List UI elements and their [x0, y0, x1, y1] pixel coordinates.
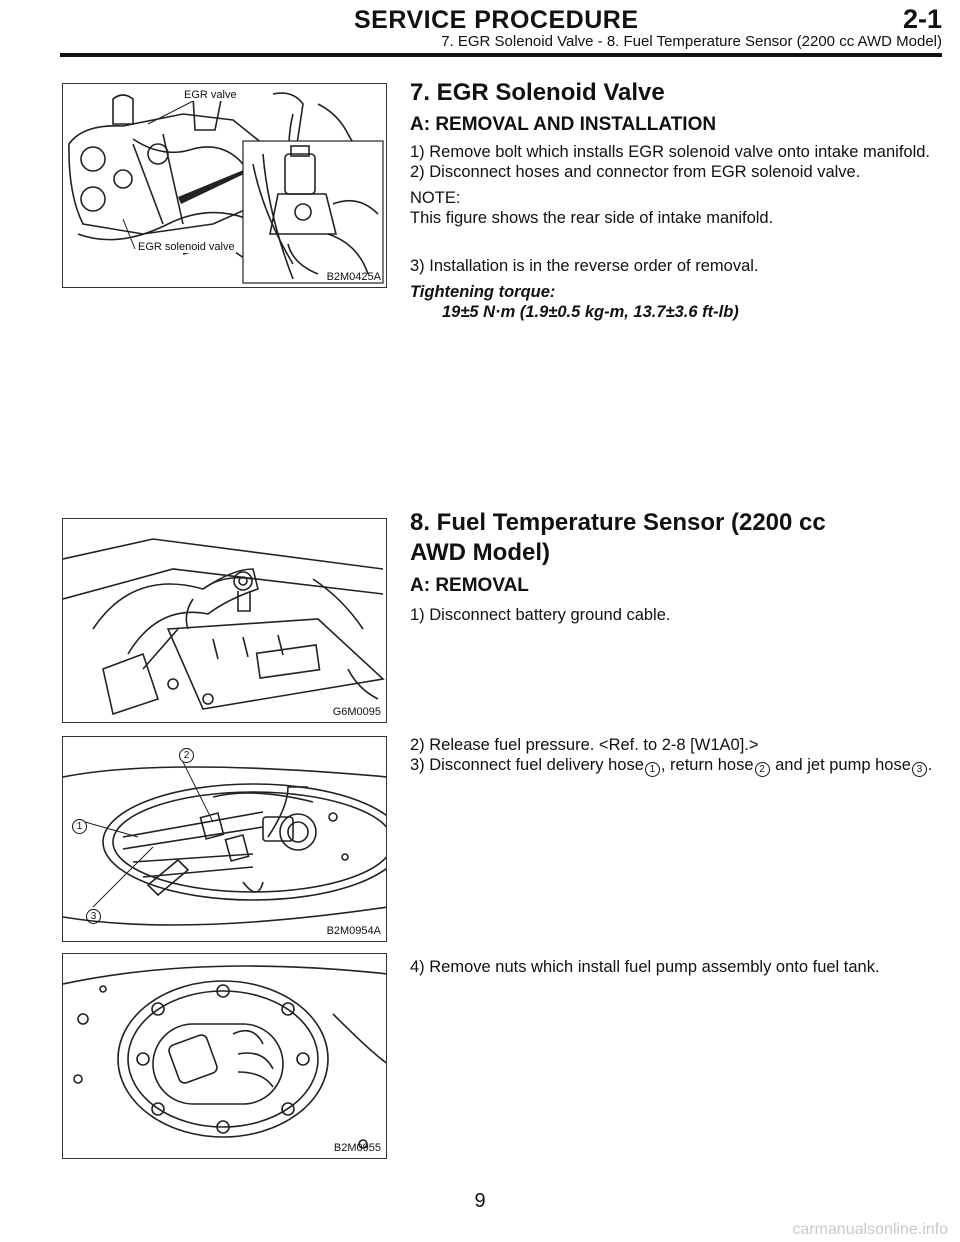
s7-step-3: 3) Installation is in the reverse order of removal. [410, 257, 759, 275]
figure-id: B2M0954A [326, 925, 381, 937]
callout-2: 2 [178, 744, 195, 763]
chapter-number: 2-1 [902, 4, 942, 34]
callout-1: 1 [71, 815, 88, 834]
section-8-subtitle: A: REMOVAL [410, 575, 529, 596]
figure-fuel-pump-nuts [62, 953, 387, 1159]
label-egr-valve: EGR valve [184, 89, 237, 101]
callout-3: 3 [85, 905, 102, 924]
ref-3: 3 [912, 762, 927, 777]
s8-step-1: 1) Disconnect battery ground cable. [410, 606, 671, 624]
s7-step-2: 2) Disconnect hoses and connector from EGR solenoid valve. [410, 163, 861, 181]
egr-illustration [63, 84, 387, 288]
s8-step-2: 2) Release fuel pressure. <Ref. to 2-8 [W1A0].> [410, 736, 759, 754]
s7-note-label: NOTE: [410, 189, 461, 207]
ref-2: 2 [755, 762, 770, 777]
figure-id: B2M0425A [326, 271, 381, 283]
header-subtitle: 7. EGR Solenoid Valve - 8. Fuel Temperature Sensor (2200 cc AWD Model) [441, 33, 942, 50]
section-7 [410, 78, 936, 322]
figure-egr-solenoid-valve [62, 83, 387, 288]
section-7-subtitle: A: REMOVAL AND INSTALLATION [410, 114, 717, 135]
torque-label: Tightening torque: [410, 283, 556, 301]
section-7-title: 7. EGR Solenoid Valve [410, 79, 665, 106]
figure-id: G6M0095 [332, 706, 381, 718]
figure-battery-ground-cable [62, 518, 387, 723]
figure-id: B2M0955 [333, 1142, 381, 1154]
fuel-pump-illustration [63, 954, 387, 1159]
section-8-title-line-1: 8. Fuel Temperature Sensor (2200 cc [410, 509, 826, 536]
header-title: SERVICE PROCEDURE [354, 6, 639, 34]
section-8-title-line-2: AWD Model) [410, 539, 550, 566]
s8-step-4: 4) Remove nuts which install fuel pump assembly onto fuel tank. [410, 958, 880, 976]
s7-note-text: This figure shows the rear side of intake manifold. [410, 209, 774, 227]
section-8-step-4 [410, 957, 936, 977]
fuel-hose-illustration [63, 737, 387, 942]
header-rule [60, 53, 942, 57]
s7-step-1: 1) Remove bolt which installs EGR solenoid valve onto intake manifold. [410, 143, 931, 161]
battery-illustration [63, 519, 387, 723]
section-8 [410, 508, 936, 625]
figure-fuel-hoses [62, 736, 387, 942]
label-egr-solenoid-valve: EGR solenoid valve [138, 241, 235, 253]
s8-step-3: 3) Disconnect fuel delivery hose 1 , return hose 2 and jet pump hose 3 . [410, 756, 933, 775]
section-8-steps-2-3 [410, 735, 936, 777]
torque-value: 19±5 N·m (1.9±0.5 kg-m, 13.7±3.6 ft-lb) [442, 303, 739, 321]
watermark: carmanualsonline.info [792, 1221, 948, 1238]
page-number: 9 [474, 1190, 486, 1212]
ref-1: 1 [645, 762, 660, 777]
